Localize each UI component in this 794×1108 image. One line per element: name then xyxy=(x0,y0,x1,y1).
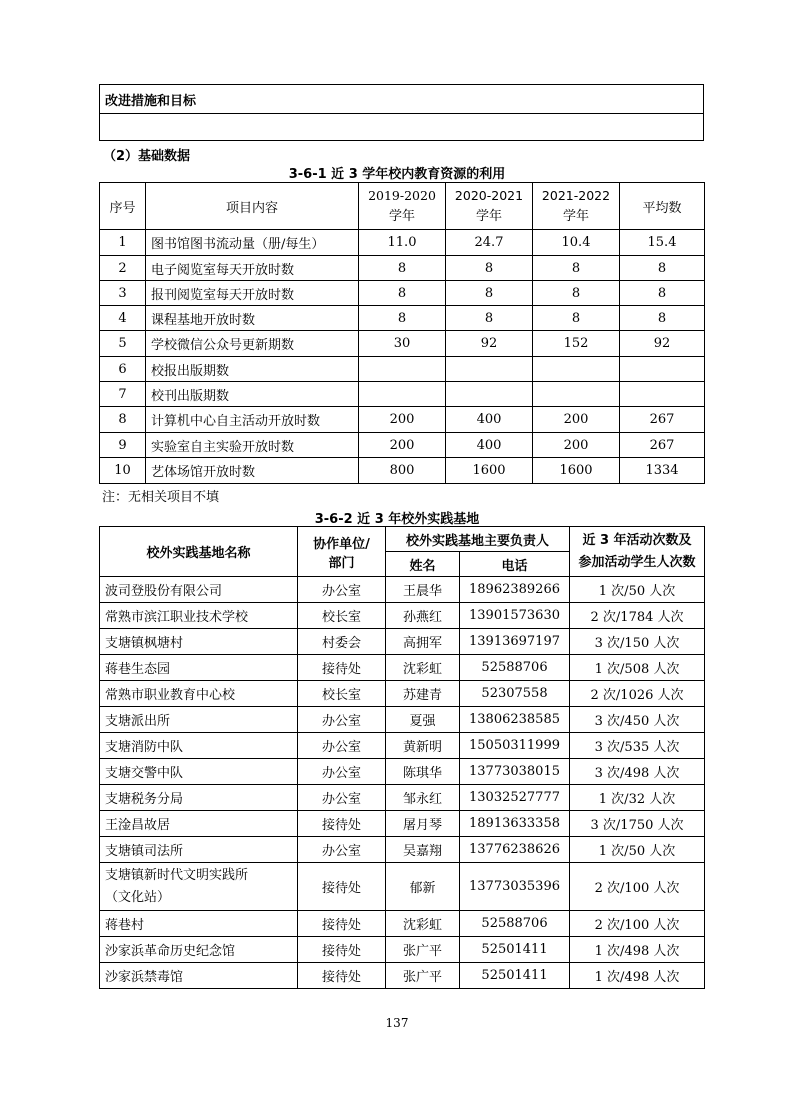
cell-name: 吴嘉翔 xyxy=(386,837,460,863)
cell-count: 1 次/50 人次 xyxy=(570,577,705,603)
cell-count: 3 次/450 人次 xyxy=(570,707,705,733)
measures-box xyxy=(99,84,704,141)
cell-item: 实验室自主实验开放时数 xyxy=(146,433,359,458)
cell-name: 郁新 xyxy=(386,863,460,911)
cell-y1: 200 xyxy=(359,433,446,458)
resource-usage-table xyxy=(99,182,705,484)
cell-no: 9 xyxy=(100,433,146,458)
section-title: （2）基础数据 xyxy=(103,149,191,164)
cell-y3: 8 xyxy=(533,281,620,306)
cell-no: 2 xyxy=(100,256,146,281)
cell-base: 支塘交警中队 xyxy=(100,759,298,785)
cell-y2 xyxy=(446,357,533,382)
cell-count: 2 次/1026 人次 xyxy=(570,681,705,707)
cell-count: 1 次/498 人次 xyxy=(570,963,705,989)
page-number: 137 xyxy=(385,1016,409,1030)
cell-base: 王淦昌故居 xyxy=(100,811,298,837)
cell-y1: 200 xyxy=(359,407,446,433)
cell-avg xyxy=(620,357,705,382)
cell-count: 3 次/1750 人次 xyxy=(570,811,705,837)
header-year-2: 2020-2021 学年 xyxy=(446,183,533,230)
cell-no: 3 xyxy=(100,281,146,306)
cell-name: 夏强 xyxy=(386,707,460,733)
table-row xyxy=(100,281,705,306)
cell-count: 1 次/32 人次 xyxy=(570,785,705,811)
cell-phone: 13032527777 xyxy=(460,785,570,811)
cell-phone: 13806238585 xyxy=(460,707,570,733)
cell-y1: 8 xyxy=(359,306,446,331)
cell-base: 蒋巷村 xyxy=(100,911,298,937)
cell-name: 屠月琴 xyxy=(386,811,460,837)
table-row xyxy=(100,759,705,785)
cell-no: 6 xyxy=(100,357,146,382)
cell-phone: 52501411 xyxy=(460,963,570,989)
cell-avg: 92 xyxy=(620,331,705,357)
cell-y3 xyxy=(533,357,620,382)
cell-y3: 1600 xyxy=(533,458,620,484)
cell-phone: 13901573630 xyxy=(460,603,570,629)
table-row xyxy=(100,629,705,655)
cell-count: 3 次/498 人次 xyxy=(570,759,705,785)
cell-item: 课程基地开放时数 xyxy=(146,306,359,331)
cell-y1: 30 xyxy=(359,331,446,357)
cell-base: 支塘镇司法所 xyxy=(100,837,298,863)
cell-name: 沈彩虹 xyxy=(386,655,460,681)
cell-count: 1 次/508 人次 xyxy=(570,655,705,681)
cell-y2: 92 xyxy=(446,331,533,357)
cell-unit: 校长室 xyxy=(298,603,386,629)
header-phone: 电话 xyxy=(460,552,570,577)
table-row xyxy=(100,681,705,707)
cell-y1: 11.0 xyxy=(359,230,446,256)
cell-y3: 8 xyxy=(533,306,620,331)
cell-count: 2 次/1784 人次 xyxy=(570,603,705,629)
cell-name: 高拥军 xyxy=(386,629,460,655)
table-row xyxy=(100,331,705,357)
cell-item: 图书馆图书流动量（册/每生） xyxy=(146,230,359,256)
header-year-3: 2021-2022 学年 xyxy=(533,183,620,230)
cell-unit: 接待处 xyxy=(298,911,386,937)
cell-item: 校报出版期数 xyxy=(146,357,359,382)
cell-phone: 18962389266 xyxy=(460,577,570,603)
cell-base: 支塘镇新时代文明实践所 （文化站） xyxy=(100,863,298,911)
cell-avg: 8 xyxy=(620,281,705,306)
cell-phone: 15050311999 xyxy=(460,733,570,759)
cell-y3: 200 xyxy=(533,407,620,433)
cell-name: 苏建青 xyxy=(386,681,460,707)
table-row xyxy=(100,407,705,433)
table1-title: 3-6-1 近 3 学年校内教育资源的利用 xyxy=(288,167,506,182)
cell-base: 常熟市职业教育中心校 xyxy=(100,681,298,707)
cell-base: 常熟市滨江职业技术学校 xyxy=(100,603,298,629)
table-row xyxy=(100,733,705,759)
cell-name: 王晨华 xyxy=(386,577,460,603)
cell-no: 8 xyxy=(100,407,146,433)
cell-count: 2 次/100 人次 xyxy=(570,863,705,911)
cell-item: 学校微信公众号更新期数 xyxy=(146,331,359,357)
cell-base: 沙家浜革命历史纪念馆 xyxy=(100,937,298,963)
cell-item: 校刊出版期数 xyxy=(146,382,359,407)
header-unit: 协作单位/ 部门 xyxy=(298,527,386,577)
cell-y2: 400 xyxy=(446,407,533,433)
table-row xyxy=(100,863,705,911)
cell-y1 xyxy=(359,357,446,382)
cell-unit: 办公室 xyxy=(298,707,386,733)
cell-y2 xyxy=(446,382,533,407)
cell-unit: 接待处 xyxy=(298,963,386,989)
cell-name: 黄新明 xyxy=(386,733,460,759)
cell-name: 沈彩虹 xyxy=(386,911,460,937)
cell-y2: 400 xyxy=(446,433,533,458)
table-row xyxy=(100,811,705,837)
cell-unit: 校长室 xyxy=(298,681,386,707)
cell-base: 支塘镇枫塘村 xyxy=(100,629,298,655)
table-row xyxy=(100,785,705,811)
measures-heading: 改进措施和目标 xyxy=(100,85,704,114)
table-row xyxy=(100,306,705,331)
cell-count: 1 次/498 人次 xyxy=(570,937,705,963)
cell-avg: 267 xyxy=(620,433,705,458)
table-row xyxy=(100,230,705,256)
cell-phone: 52588706 xyxy=(460,655,570,681)
cell-base: 支塘消防中队 xyxy=(100,733,298,759)
cell-y1: 8 xyxy=(359,281,446,306)
cell-item: 报刊阅览室每天开放时数 xyxy=(146,281,359,306)
table-row xyxy=(100,357,705,382)
cell-name: 孙燕红 xyxy=(386,603,460,629)
cell-count: 1 次/50 人次 xyxy=(570,837,705,863)
cell-avg xyxy=(620,382,705,407)
table-row xyxy=(100,963,705,989)
cell-y3: 152 xyxy=(533,331,620,357)
cell-no: 10 xyxy=(100,458,146,484)
header-base: 校外实践基地名称 xyxy=(100,527,298,577)
cell-unit: 办公室 xyxy=(298,759,386,785)
cell-count: 3 次/150 人次 xyxy=(570,629,705,655)
cell-y3: 8 xyxy=(533,256,620,281)
cell-item: 艺体场馆开放时数 xyxy=(146,458,359,484)
cell-unit: 接待处 xyxy=(298,655,386,681)
cell-no: 1 xyxy=(100,230,146,256)
header-average: 平均数 xyxy=(620,183,705,230)
cell-phone: 13913697197 xyxy=(460,629,570,655)
table-row xyxy=(100,382,705,407)
cell-base: 支塘派出所 xyxy=(100,707,298,733)
cell-base: 沙家浜禁毒馆 xyxy=(100,963,298,989)
cell-no: 7 xyxy=(100,382,146,407)
cell-name: 张广平 xyxy=(386,963,460,989)
cell-avg: 267 xyxy=(620,407,705,433)
cell-y2: 8 xyxy=(446,306,533,331)
cell-base: 蒋巷生态园 xyxy=(100,655,298,681)
cell-y2: 8 xyxy=(446,281,533,306)
cell-unit: 办公室 xyxy=(298,837,386,863)
cell-count: 3 次/535 人次 xyxy=(570,733,705,759)
table-row xyxy=(100,911,705,937)
table-row xyxy=(100,837,705,863)
header-no: 序号 xyxy=(100,183,146,230)
cell-y1 xyxy=(359,382,446,407)
cell-unit: 办公室 xyxy=(298,785,386,811)
cell-phone: 18913633358 xyxy=(460,811,570,837)
cell-count: 2 次/100 人次 xyxy=(570,911,705,937)
table-row xyxy=(100,655,705,681)
header-name: 姓名 xyxy=(386,552,460,577)
cell-phone: 13776238626 xyxy=(460,837,570,863)
header-count: 近 3 年活动次数及 参加活动学生人次数 xyxy=(570,527,705,577)
cell-item: 计算机中心自主活动开放时数 xyxy=(146,407,359,433)
cell-name: 陈琪华 xyxy=(386,759,460,785)
table-row xyxy=(100,577,705,603)
cell-avg: 1334 xyxy=(620,458,705,484)
cell-no: 5 xyxy=(100,331,146,357)
cell-unit: 接待处 xyxy=(298,811,386,837)
table-row xyxy=(100,603,705,629)
cell-y2: 1600 xyxy=(446,458,533,484)
table-row xyxy=(100,433,705,458)
cell-base: 波司登股份有限公司 xyxy=(100,577,298,603)
cell-avg: 15.4 xyxy=(620,230,705,256)
cell-name: 张广平 xyxy=(386,937,460,963)
cell-unit: 办公室 xyxy=(298,733,386,759)
cell-y3 xyxy=(533,382,620,407)
table-row xyxy=(100,707,705,733)
table-row xyxy=(100,256,705,281)
table1-note: 注：无相关项目不填 xyxy=(102,490,220,505)
cell-y3: 10.4 xyxy=(533,230,620,256)
cell-phone: 52307558 xyxy=(460,681,570,707)
cell-unit: 办公室 xyxy=(298,577,386,603)
header-year-1: 2019-2020 学年 xyxy=(359,183,446,230)
cell-base: 支塘税务分局 xyxy=(100,785,298,811)
cell-phone: 52588706 xyxy=(460,911,570,937)
table-header-row xyxy=(100,527,705,552)
cell-avg: 8 xyxy=(620,256,705,281)
table-row xyxy=(100,937,705,963)
cell-avg: 8 xyxy=(620,306,705,331)
cell-y1: 8 xyxy=(359,256,446,281)
cell-unit: 村委会 xyxy=(298,629,386,655)
table2-title: 3-6-2 近 3 年校外实践基地 xyxy=(314,512,480,527)
cell-y2: 24.7 xyxy=(446,230,533,256)
table-header-row xyxy=(100,183,705,230)
cell-phone: 13773038015 xyxy=(460,759,570,785)
cell-phone: 52501411 xyxy=(460,937,570,963)
cell-unit: 接待处 xyxy=(298,937,386,963)
cell-unit: 接待处 xyxy=(298,863,386,911)
header-item: 项目内容 xyxy=(146,183,359,230)
header-leader: 校外实践基地主要负责人 xyxy=(386,527,570,552)
table-row xyxy=(100,458,705,484)
cell-no: 4 xyxy=(100,306,146,331)
practice-base-table xyxy=(99,526,705,989)
cell-item: 电子阅览室每天开放时数 xyxy=(146,256,359,281)
cell-phone: 13773035396 xyxy=(460,863,570,911)
cell-y2: 8 xyxy=(446,256,533,281)
cell-name: 邹永红 xyxy=(386,785,460,811)
cell-y3: 200 xyxy=(533,433,620,458)
measures-content xyxy=(100,114,704,141)
cell-y1: 800 xyxy=(359,458,446,484)
